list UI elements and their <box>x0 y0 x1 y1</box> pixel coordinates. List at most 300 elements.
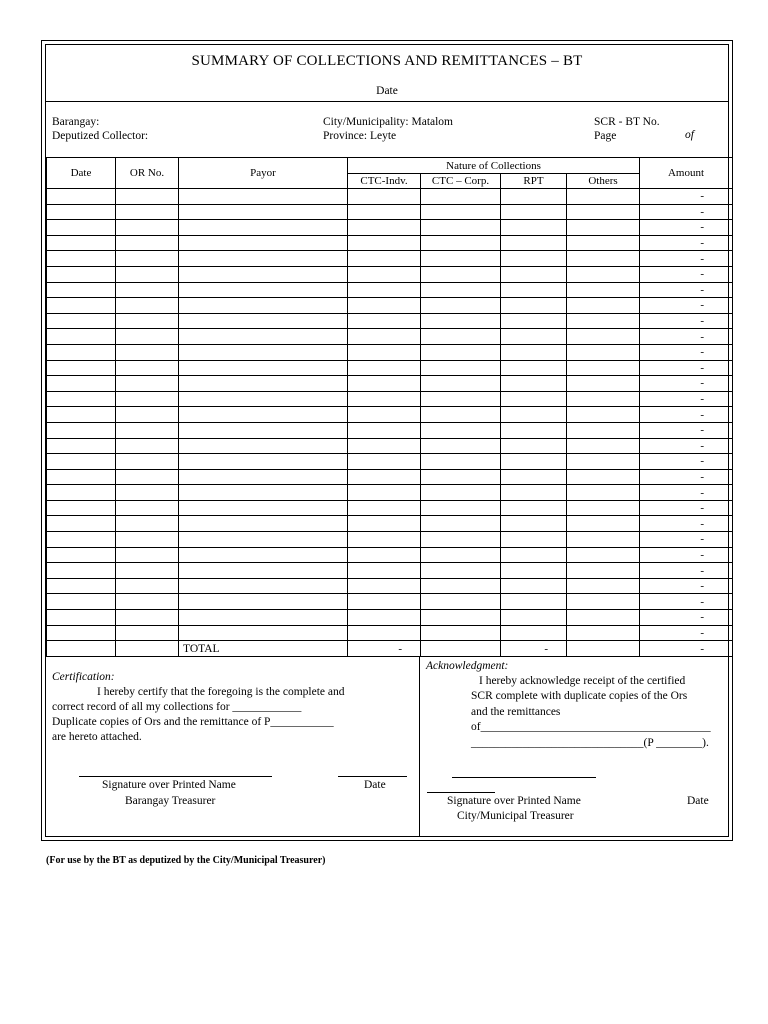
cell-date[interactable] <box>47 298 116 314</box>
cell-amount[interactable]: - <box>640 469 733 485</box>
cell-ctc-indv[interactable] <box>348 454 421 470</box>
cell-rpt[interactable] <box>501 610 567 626</box>
cell-payor[interactable] <box>179 251 348 267</box>
cell-ctc-corp[interactable] <box>421 594 501 610</box>
table-row <box>47 189 733 205</box>
certification-line-4: are hereto attached. <box>52 731 142 743</box>
col-header-amount: Amount <box>640 158 733 189</box>
cell-others[interactable] <box>567 282 640 298</box>
cell-payor[interactable] <box>179 313 348 329</box>
cell-rpt[interactable] <box>501 469 567 485</box>
cell-or-no[interactable] <box>116 360 179 376</box>
cell-others[interactable] <box>567 407 640 423</box>
cell-amount[interactable]: - <box>640 500 733 516</box>
cell-payor[interactable] <box>179 516 348 532</box>
cell-rpt[interactable] <box>501 532 567 548</box>
cell-others[interactable] <box>567 189 640 205</box>
cell-others[interactable] <box>567 298 640 314</box>
table-row <box>47 532 733 548</box>
cell-rpt[interactable] <box>501 594 567 610</box>
cell-amount[interactable]: - <box>640 329 733 345</box>
cell-payor[interactable] <box>179 594 348 610</box>
cell-ctc-corp[interactable] <box>421 376 501 392</box>
cell-payor[interactable] <box>179 235 348 251</box>
ct-date-label: Date <box>687 795 709 807</box>
cell-ctc-corp[interactable] <box>421 204 501 220</box>
cell-amount[interactable]: - <box>640 547 733 563</box>
cell-ctc-indv[interactable] <box>348 266 421 282</box>
total-amount: - <box>640 641 733 657</box>
cell-amount[interactable]: - <box>640 610 733 626</box>
cell-or-no[interactable] <box>116 438 179 454</box>
cell-amount[interactable]: - <box>640 282 733 298</box>
total-label: TOTAL <box>179 641 348 657</box>
cell-ctc-indv[interactable] <box>348 610 421 626</box>
table-row <box>47 329 733 345</box>
cell-date[interactable] <box>47 344 116 360</box>
cell-ctc-indv[interactable] <box>348 391 421 407</box>
cell-payor[interactable] <box>179 563 348 579</box>
cell-or-no[interactable] <box>116 329 179 345</box>
cell-amount[interactable]: - <box>640 376 733 392</box>
table-row <box>47 298 733 314</box>
cell-amount[interactable]: - <box>640 266 733 282</box>
cell-date[interactable] <box>47 625 116 641</box>
cell-date[interactable] <box>47 594 116 610</box>
cell-or-no[interactable] <box>116 578 179 594</box>
cell-rpt[interactable] <box>501 438 567 454</box>
cell-ctc-indv[interactable] <box>348 235 421 251</box>
cell-others[interactable] <box>567 344 640 360</box>
cell-ctc-indv[interactable] <box>348 422 421 438</box>
cell-date[interactable] <box>47 610 116 626</box>
cell-rpt[interactable] <box>501 282 567 298</box>
table-row <box>47 391 733 407</box>
cell-rpt[interactable] <box>501 204 567 220</box>
cell-others[interactable] <box>567 578 640 594</box>
cell-date[interactable] <box>47 578 116 594</box>
title-divider <box>46 101 728 102</box>
cell-payor[interactable] <box>179 266 348 282</box>
cell-date[interactable] <box>47 235 116 251</box>
col-header-rpt: RPT <box>501 174 567 189</box>
cell-ctc-corp[interactable] <box>421 235 501 251</box>
cell-or-no[interactable] <box>116 500 179 516</box>
col-header-others: Others <box>567 174 640 189</box>
table-row <box>47 344 733 360</box>
cell-others[interactable] <box>567 422 640 438</box>
cell-rpt[interactable] <box>501 329 567 345</box>
cell-date[interactable] <box>47 313 116 329</box>
bt-signature-line <box>79 776 272 777</box>
cell-payor[interactable] <box>179 298 348 314</box>
cell-others[interactable] <box>567 329 640 345</box>
cell-others[interactable] <box>567 594 640 610</box>
cell-payor[interactable] <box>179 204 348 220</box>
acknowledgment-line-4: of________________________________________ <box>471 721 711 733</box>
cell-others[interactable] <box>567 204 640 220</box>
cell-date[interactable] <box>47 500 116 516</box>
cell-others[interactable] <box>567 500 640 516</box>
cell-or-no[interactable] <box>116 376 179 392</box>
cell-ctc-indv[interactable] <box>348 204 421 220</box>
collections-table <box>46 157 733 657</box>
cell-ctc-corp[interactable] <box>421 266 501 282</box>
total-others <box>567 641 640 657</box>
cell-ctc-indv[interactable] <box>348 251 421 267</box>
cell-date[interactable] <box>47 407 116 423</box>
cell-ctc-indv[interactable] <box>348 532 421 548</box>
cell-date[interactable] <box>47 547 116 563</box>
cell-others[interactable] <box>567 469 640 485</box>
cell-payor[interactable] <box>179 547 348 563</box>
cell-ctc-corp[interactable] <box>421 547 501 563</box>
cell-ctc-corp[interactable] <box>421 438 501 454</box>
cell-ctc-indv[interactable] <box>348 469 421 485</box>
cell-ctc-corp[interactable] <box>421 610 501 626</box>
cell-date[interactable] <box>47 438 116 454</box>
cell-others[interactable] <box>567 454 640 470</box>
bt-signature-label: Signature over Printed Name <box>102 779 236 791</box>
cell-date[interactable] <box>47 516 116 532</box>
cell-or-no[interactable] <box>116 422 179 438</box>
cell-others[interactable] <box>567 438 640 454</box>
cell-date[interactable] <box>47 360 116 376</box>
cell-rpt[interactable] <box>501 485 567 501</box>
cell-ctc-indv[interactable] <box>348 220 421 236</box>
table-row <box>47 220 733 236</box>
cell-rpt[interactable] <box>501 266 567 282</box>
cell-payor[interactable] <box>179 282 348 298</box>
province-label: Province: Leyte <box>323 130 397 142</box>
cell-ctc-corp[interactable] <box>421 532 501 548</box>
cell-rpt[interactable] <box>501 235 567 251</box>
cell-amount[interactable]: - <box>640 594 733 610</box>
ct-signature-label: Signature over Printed Name <box>447 795 581 807</box>
ct-signature-line <box>452 777 596 778</box>
cell-amount[interactable]: - <box>640 391 733 407</box>
cell-ctc-indv[interactable] <box>348 500 421 516</box>
cell-or-no[interactable] <box>116 516 179 532</box>
cell-others[interactable] <box>567 547 640 563</box>
cell-rpt[interactable] <box>501 454 567 470</box>
cell-payor[interactable] <box>179 438 348 454</box>
barangay-label: Barangay: <box>52 116 100 128</box>
cell-ctc-indv[interactable] <box>348 298 421 314</box>
table-row <box>47 282 733 298</box>
cell-amount[interactable]: - <box>640 313 733 329</box>
table-row <box>47 563 733 579</box>
cell-others[interactable] <box>567 360 640 376</box>
cell-ctc-indv[interactable] <box>348 438 421 454</box>
cell-ctc-indv[interactable] <box>348 578 421 594</box>
cell-rpt[interactable] <box>501 391 567 407</box>
total-row <box>47 641 733 657</box>
cell-date[interactable] <box>47 563 116 579</box>
cell-ctc-corp[interactable] <box>421 485 501 501</box>
form-date-label: Date <box>376 85 398 97</box>
cell-or-no[interactable] <box>116 189 179 205</box>
ct-short-line <box>427 792 495 793</box>
cell-or-no[interactable] <box>116 313 179 329</box>
form-outer-border <box>41 40 733 841</box>
table-body <box>47 189 733 641</box>
table-row <box>47 422 733 438</box>
cell-date[interactable] <box>47 189 116 205</box>
cell-ctc-indv[interactable] <box>348 329 421 345</box>
cell-ctc-indv[interactable] <box>348 625 421 641</box>
cell-or-no[interactable] <box>116 485 179 501</box>
cell-amount[interactable]: - <box>640 189 733 205</box>
cell-ctc-corp[interactable] <box>421 578 501 594</box>
cell-payor[interactable] <box>179 376 348 392</box>
total-date-cell <box>47 641 116 657</box>
cell-date[interactable] <box>47 204 116 220</box>
cell-ctc-corp[interactable] <box>421 282 501 298</box>
table-row <box>47 594 733 610</box>
table-row <box>47 313 733 329</box>
cell-payor[interactable] <box>179 469 348 485</box>
col-header-or-no: OR No. <box>116 158 179 189</box>
cell-date[interactable] <box>47 266 116 282</box>
table-row <box>47 251 733 267</box>
cell-payor[interactable] <box>179 344 348 360</box>
cell-date[interactable] <box>47 422 116 438</box>
signature-divider <box>419 656 420 836</box>
cell-ctc-indv[interactable] <box>348 360 421 376</box>
col-header-nature-of-collections: Nature of Collections <box>348 158 640 174</box>
acknowledgment-line-1: I hereby acknowledge receipt of the certified <box>479 675 686 687</box>
cell-rpt[interactable] <box>501 500 567 516</box>
cell-or-no[interactable] <box>116 547 179 563</box>
cell-or-no[interactable] <box>116 220 179 236</box>
cell-date[interactable] <box>47 282 116 298</box>
ct-title: City/Municipal Treasurer <box>457 810 574 822</box>
cell-date[interactable] <box>47 220 116 236</box>
cell-amount[interactable]: - <box>640 251 733 267</box>
cell-amount[interactable]: - <box>640 422 733 438</box>
cell-ctc-corp[interactable] <box>421 422 501 438</box>
col-header-date: Date <box>47 158 116 189</box>
total-rpt: - <box>501 641 567 657</box>
cell-ctc-corp[interactable] <box>421 625 501 641</box>
cell-or-no[interactable] <box>116 266 179 282</box>
cell-ctc-indv[interactable] <box>348 282 421 298</box>
cell-ctc-indv[interactable] <box>348 313 421 329</box>
cell-amount[interactable]: - <box>640 344 733 360</box>
cell-ctc-indv[interactable] <box>348 344 421 360</box>
cell-amount[interactable]: - <box>640 516 733 532</box>
cell-rpt[interactable] <box>501 625 567 641</box>
cell-ctc-corp[interactable] <box>421 329 501 345</box>
bt-title: Barangay Treasurer <box>125 795 216 807</box>
cell-ctc-corp[interactable] <box>421 298 501 314</box>
cell-others[interactable] <box>567 532 640 548</box>
cell-rpt[interactable] <box>501 360 567 376</box>
table-row <box>47 407 733 423</box>
cell-rpt[interactable] <box>501 344 567 360</box>
cell-ctc-corp[interactable] <box>421 469 501 485</box>
cell-others[interactable] <box>567 610 640 626</box>
cell-payor[interactable] <box>179 625 348 641</box>
cell-payor[interactable] <box>179 391 348 407</box>
cell-payor[interactable] <box>179 220 348 236</box>
table-row <box>47 469 733 485</box>
acknowledgment-line-2: SCR complete with duplicate copies of the Ors <box>471 690 688 702</box>
acknowledgment-line-5: ______________________________(P ________). <box>471 737 709 749</box>
cell-amount[interactable]: - <box>640 532 733 548</box>
cell-amount[interactable]: - <box>640 438 733 454</box>
cell-payor[interactable] <box>179 454 348 470</box>
cell-rpt[interactable] <box>501 189 567 205</box>
cell-or-no[interactable] <box>116 282 179 298</box>
cell-others[interactable] <box>567 516 640 532</box>
table-row <box>47 266 733 282</box>
cell-ctc-corp[interactable] <box>421 220 501 236</box>
cell-date[interactable] <box>47 485 116 501</box>
cell-others[interactable] <box>567 220 640 236</box>
signature-section <box>46 656 728 836</box>
cell-ctc-corp[interactable] <box>421 563 501 579</box>
table-row <box>47 454 733 470</box>
cell-ctc-indv[interactable] <box>348 485 421 501</box>
cell-date[interactable] <box>47 251 116 267</box>
certification-line-3: Duplicate copies of Ors and the remittance of P___________ <box>52 716 334 728</box>
cell-payor[interactable] <box>179 500 348 516</box>
cell-date[interactable] <box>47 376 116 392</box>
table-row <box>47 438 733 454</box>
cell-rpt[interactable] <box>501 578 567 594</box>
cell-rpt[interactable] <box>501 298 567 314</box>
cell-ctc-corp[interactable] <box>421 516 501 532</box>
cell-ctc-corp[interactable] <box>421 360 501 376</box>
cell-payor[interactable] <box>179 422 348 438</box>
cell-others[interactable] <box>567 266 640 282</box>
cell-rpt[interactable] <box>501 251 567 267</box>
cell-others[interactable] <box>567 235 640 251</box>
cell-payor[interactable] <box>179 485 348 501</box>
certification-heading: Certification: <box>52 671 115 683</box>
cell-ctc-corp[interactable] <box>421 313 501 329</box>
cell-others[interactable] <box>567 313 640 329</box>
cell-ctc-corp[interactable] <box>421 391 501 407</box>
cell-ctc-corp[interactable] <box>421 500 501 516</box>
cell-ctc-indv[interactable] <box>348 547 421 563</box>
cell-amount[interactable]: - <box>640 360 733 376</box>
cell-ctc-indv[interactable] <box>348 376 421 392</box>
col-header-ctc-corp: CTC – Corp. <box>421 174 501 189</box>
cell-payor[interactable] <box>179 329 348 345</box>
cell-rpt[interactable] <box>501 313 567 329</box>
cell-or-no[interactable] <box>116 251 179 267</box>
cell-payor[interactable] <box>179 610 348 626</box>
table-row <box>47 547 733 563</box>
form-title: SUMMARY OF COLLECTIONS AND REMITTANCES – BT <box>191 53 583 69</box>
cell-or-no[interactable] <box>116 344 179 360</box>
cell-payor[interactable] <box>179 360 348 376</box>
cell-payor[interactable] <box>179 407 348 423</box>
cell-others[interactable] <box>567 563 640 579</box>
cell-or-no[interactable] <box>116 298 179 314</box>
cell-others[interactable] <box>567 376 640 392</box>
cell-others[interactable] <box>567 391 640 407</box>
cell-payor[interactable] <box>179 189 348 205</box>
cell-rpt[interactable] <box>501 407 567 423</box>
bt-date-label: Date <box>364 779 386 791</box>
col-header-ctc-indv: CTC-Indv. <box>348 174 421 189</box>
cell-ctc-indv[interactable] <box>348 516 421 532</box>
table-row <box>47 500 733 516</box>
total-ctc-corp <box>421 641 501 657</box>
cell-ctc-indv[interactable] <box>348 189 421 205</box>
cell-amount[interactable]: - <box>640 220 733 236</box>
cell-or-no[interactable] <box>116 391 179 407</box>
cell-date[interactable] <box>47 469 116 485</box>
cell-ctc-corp[interactable] <box>421 344 501 360</box>
cell-payor[interactable] <box>179 578 348 594</box>
cell-others[interactable] <box>567 485 640 501</box>
cell-rpt[interactable] <box>501 547 567 563</box>
cell-amount[interactable]: - <box>640 407 733 423</box>
cell-ctc-indv[interactable] <box>348 407 421 423</box>
cell-date[interactable] <box>47 391 116 407</box>
cell-amount[interactable]: - <box>640 235 733 251</box>
cell-or-no[interactable] <box>116 454 179 470</box>
cell-ctc-corp[interactable] <box>421 251 501 267</box>
cell-amount[interactable]: - <box>640 298 733 314</box>
cell-or-no[interactable] <box>116 610 179 626</box>
cell-payor[interactable] <box>179 532 348 548</box>
cell-or-no[interactable] <box>116 563 179 579</box>
cell-ctc-corp[interactable] <box>421 407 501 423</box>
cell-amount[interactable]: - <box>640 563 733 579</box>
cell-ctc-corp[interactable] <box>421 454 501 470</box>
total-or-cell <box>116 641 179 657</box>
cell-or-no[interactable] <box>116 625 179 641</box>
cell-rpt[interactable] <box>501 422 567 438</box>
cell-or-no[interactable] <box>116 235 179 251</box>
cell-rpt[interactable] <box>501 220 567 236</box>
cell-or-no[interactable] <box>116 407 179 423</box>
cell-others[interactable] <box>567 625 640 641</box>
cell-or-no[interactable] <box>116 204 179 220</box>
cell-or-no[interactable] <box>116 532 179 548</box>
cell-rpt[interactable] <box>501 516 567 532</box>
table-row <box>47 235 733 251</box>
cell-or-no[interactable] <box>116 469 179 485</box>
cell-date[interactable] <box>47 329 116 345</box>
cell-amount[interactable]: - <box>640 204 733 220</box>
cell-amount[interactable]: - <box>640 625 733 641</box>
table-row <box>47 360 733 376</box>
cell-rpt[interactable] <box>501 376 567 392</box>
table-row <box>47 578 733 594</box>
cell-amount[interactable]: - <box>640 454 733 470</box>
cell-amount[interactable]: - <box>640 485 733 501</box>
table-row <box>47 204 733 220</box>
total-ctc-indv: - <box>348 641 421 657</box>
cell-ctc-corp[interactable] <box>421 189 501 205</box>
cell-date[interactable] <box>47 454 116 470</box>
cell-ctc-indv[interactable] <box>348 594 421 610</box>
cell-rpt[interactable] <box>501 563 567 579</box>
cell-date[interactable] <box>47 532 116 548</box>
cell-ctc-indv[interactable] <box>348 563 421 579</box>
footnote: (For use by the BT as deputized by the City/Municipal Treasurer) <box>46 855 326 866</box>
cell-others[interactable] <box>567 251 640 267</box>
cell-amount[interactable]: - <box>640 578 733 594</box>
cell-or-no[interactable] <box>116 594 179 610</box>
